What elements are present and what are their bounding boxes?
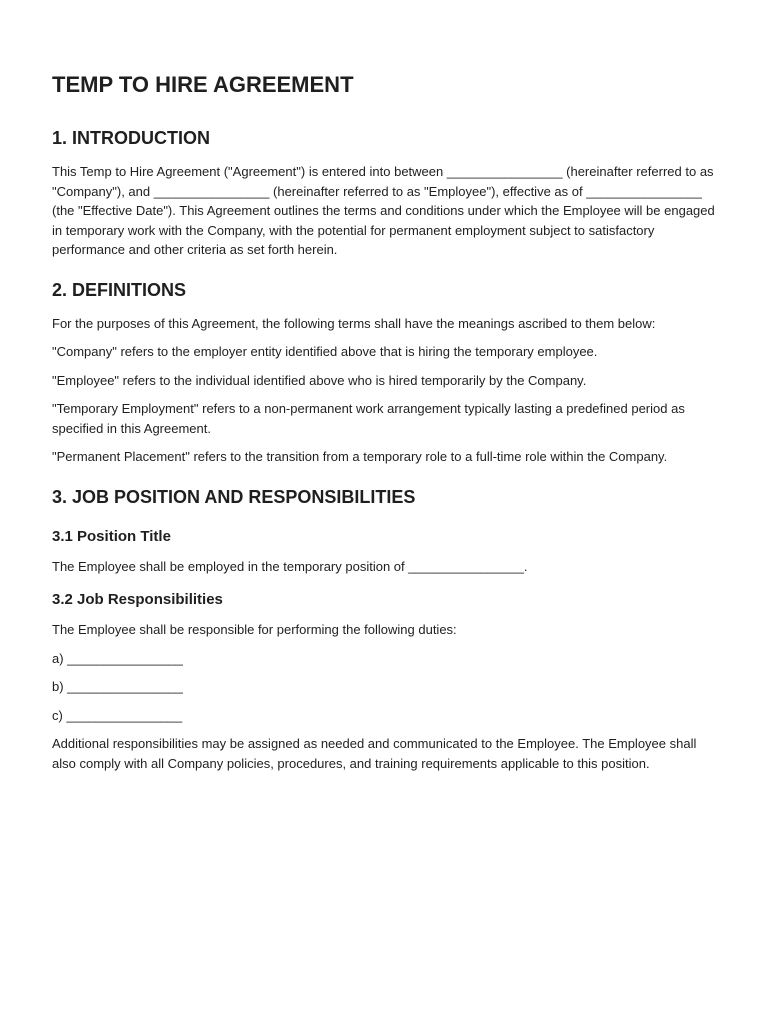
definition-employee: "Employee" refers to the individual identified above who is hired temporarily by the Company. (52, 372, 587, 388)
section-job-position (52, 485, 718, 774)
subsection-job-responsibilities (52, 590, 718, 773)
section-introduction (52, 126, 718, 260)
duty-item-b: b) ________________ (52, 679, 183, 694)
introduction-body: This Temp to Hire Agreement ("Agreement") is entered into between ________________ (hereinafter referred to as "Company"), and ________________ (hereinafter referred to as "Employee"), effective as of ________________ (the "Effective Date"). This Agreement outlines the terms and conditions under which the Employee will be engaged in temporary work with the Company, with the potential for permanent employment subject to satisfactory performance and other criteria as set forth herein. (52, 164, 715, 257)
definition-company: "Company" refers to the employer entity identified above that is hiring the temporary employee. (52, 344, 598, 359)
job-responsibilities-intro: The Employee shall be responsible for performing the following duties: (52, 622, 457, 637)
definition-permanent-placement: "Permanent Placement" refers to the transition from a temporary role to a full-time role within the Company. (52, 449, 668, 464)
position-title-body: The Employee shall be employed in the temporary position of ________________. (52, 558, 528, 574)
job-responsibilities-additional: Additional responsibilities may be assigned as needed and communicated to the Employee. The Employee shall also comply with all Company policies, procedures, and training requirements applicable to this position. (52, 736, 697, 771)
document-title: TEMP TO HIRE AGREEMENT (52, 72, 354, 97)
job-responsibilities-heading: 3.2 Job Responsibilities (52, 591, 223, 608)
section-definitions (52, 278, 718, 467)
subsection-position-title (52, 527, 718, 577)
duty-item-a: a) ________________ (52, 650, 183, 666)
job-heading: 3. JOB POSITION AND RESPONSIBILITIES (52, 486, 416, 507)
definition-temporary-employment: "Temporary Employment" refers to a non-permanent work arrangement typically lasting a predefined period as specified in this Agreement. (52, 401, 685, 436)
introduction-heading: 1. INTRODUCTION (52, 128, 211, 148)
position-title-heading: 3.1 Position Title (52, 527, 171, 545)
definitions-heading: 2. DEFINITIONS (52, 279, 187, 300)
definitions-intro: For the purposes of this Agreement, the following terms shall have the meanings ascribed to them below: (52, 315, 656, 331)
duty-item-c: c) ________________ (52, 707, 183, 723)
